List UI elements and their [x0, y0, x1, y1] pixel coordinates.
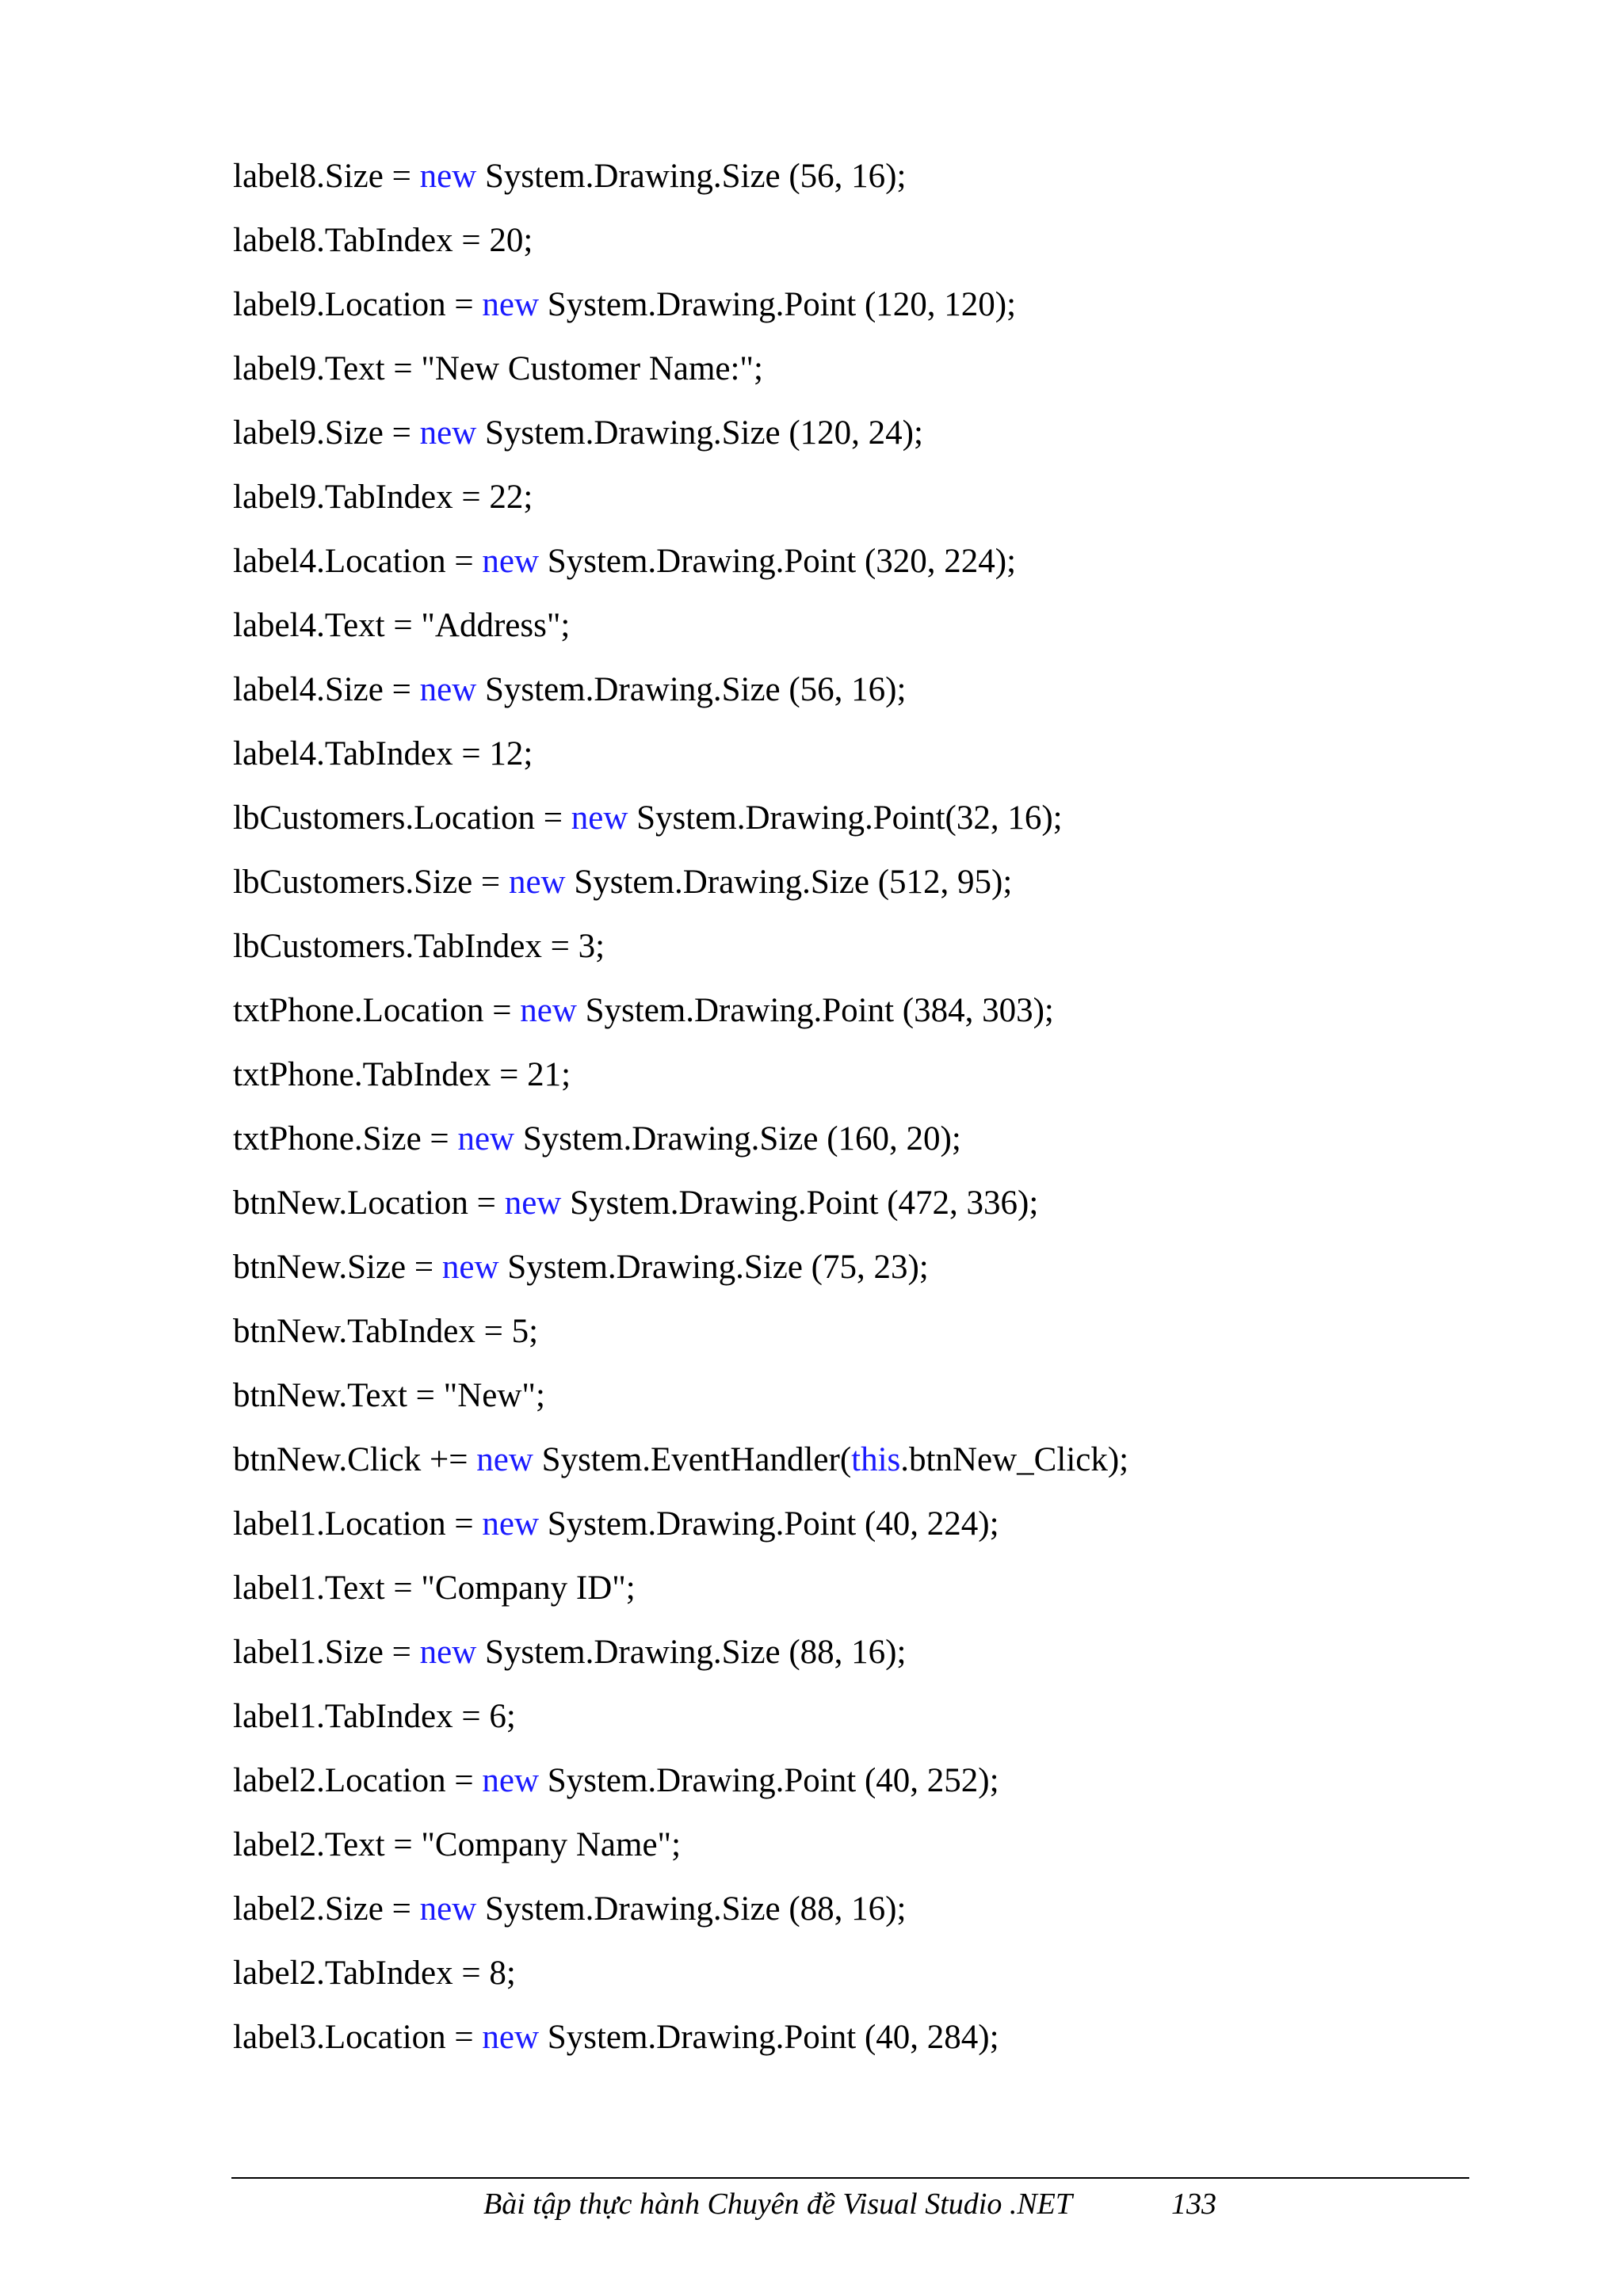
code-text: label2.Size =: [233, 1890, 420, 1928]
code-line: [233, 408, 1580, 472]
code-line: [233, 280, 1580, 344]
page-number: 133: [1171, 2187, 1216, 2221]
code-line: [233, 729, 1580, 793]
code-text: System.Drawing.Size (75, 23);: [498, 1249, 929, 1286]
code-text: System.Drawing.Size (88, 16);: [476, 1890, 907, 1928]
code-text: lbCustomers.TabIndex = 3;: [233, 928, 605, 965]
code-keyword: new: [504, 1184, 562, 1222]
code-text: btnNew.Click +=: [233, 1441, 477, 1478]
code-keyword: new: [441, 1249, 499, 1286]
code-text: System.Drawing.Size (160, 20);: [514, 1120, 961, 1158]
code-line: [233, 151, 1580, 215]
code-text: label9.Text = "New Customer Name:";: [233, 350, 763, 387]
code-text: txtPhone.Location =: [233, 992, 521, 1029]
code-keyword: new: [476, 1441, 533, 1478]
code-listing: [233, 151, 1580, 2077]
code-text: System.Drawing.Point (472, 336);: [561, 1184, 1039, 1222]
code-keyword: new: [482, 1762, 540, 1799]
code-line: [233, 986, 1580, 1050]
code-keyword: new: [482, 286, 540, 323]
code-line: [233, 1050, 1580, 1114]
code-text: lbCustomers.Location =: [233, 799, 571, 837]
code-text: label1.Location =: [233, 1505, 483, 1543]
code-text: txtPhone.Size =: [233, 1120, 458, 1158]
code-line: [233, 2012, 1580, 2077]
code-text: System.Drawing.Size (120, 24);: [476, 414, 923, 452]
code-text: label9.TabIndex = 22;: [233, 479, 533, 516]
code-text: .btnNew_Click);: [900, 1441, 1129, 1478]
code-text: System.Drawing.Size (88, 16);: [476, 1634, 907, 1671]
code-text: btnNew.TabIndex = 5;: [233, 1313, 539, 1350]
code-text: btnNew.Text = "New";: [233, 1377, 545, 1414]
code-line: [233, 472, 1580, 536]
code-line: [233, 1178, 1580, 1242]
code-text: label4.TabIndex = 12;: [233, 735, 533, 772]
code-keyword: new: [457, 1120, 515, 1158]
code-text: label8.TabIndex = 20;: [233, 222, 533, 259]
code-text: System.Drawing.Point (384, 303);: [576, 992, 1054, 1029]
code-text: System.Drawing.Size (56, 16);: [476, 158, 907, 195]
code-line: [233, 215, 1580, 280]
code-keyword: new: [419, 1890, 477, 1928]
code-line: [233, 1627, 1580, 1691]
code-line: [233, 1371, 1580, 1435]
code-keyword: new: [520, 992, 577, 1029]
code-text: System.Drawing.Point (40, 284);: [539, 2019, 999, 2056]
code-text: System.Drawing.Size (512, 95);: [565, 864, 1013, 901]
code-text: System.EventHandler(: [533, 1441, 852, 1478]
code-line: [233, 665, 1580, 729]
code-line: [233, 1242, 1580, 1306]
code-text: btnNew.Location =: [233, 1184, 505, 1222]
code-text: System.Drawing.Point (40, 224);: [539, 1505, 999, 1543]
code-text: btnNew.Size =: [233, 1249, 442, 1286]
code-line: [233, 1948, 1580, 2012]
code-text: label9.Size =: [233, 414, 420, 452]
code-text: System.Drawing.Point (120, 120);: [539, 286, 1017, 323]
code-line: [233, 536, 1580, 601]
code-keyword: new: [482, 543, 540, 580]
code-text: System.Drawing.Point (40, 252);: [539, 1762, 999, 1799]
code-keyword: new: [482, 2019, 540, 2056]
code-text: label2.Location =: [233, 1762, 483, 1799]
footer-title: Bài tập thực hành Chuyên đề Visual Studio .NET: [483, 2187, 1073, 2221]
code-line: [233, 793, 1580, 857]
code-keyword: new: [419, 1634, 477, 1671]
code-keyword: new: [508, 864, 566, 901]
code-text: System.Drawing.Point(32, 16);: [628, 799, 1063, 837]
code-line: [233, 1691, 1580, 1756]
code-keyword: new: [482, 1505, 540, 1543]
code-text: label1.Text = "Company ID";: [233, 1569, 636, 1607]
code-line: [233, 1435, 1580, 1499]
code-text: label2.TabIndex = 8;: [233, 1955, 516, 1992]
code-text: lbCustomers.Size =: [233, 864, 509, 901]
code-line: [233, 1884, 1580, 1948]
code-text: System.Drawing.Point (320, 224);: [539, 543, 1017, 580]
code-text: label2.Text = "Company Name";: [233, 1826, 682, 1863]
code-keyword: new: [571, 799, 628, 837]
code-keyword: this: [851, 1441, 901, 1478]
code-text: label1.TabIndex = 6;: [233, 1698, 516, 1735]
code-line: [233, 921, 1580, 986]
code-text: txtPhone.TabIndex = 21;: [233, 1056, 571, 1093]
code-text: label4.Location =: [233, 543, 483, 580]
code-text: label3.Location =: [233, 2019, 483, 2056]
code-line: [233, 1306, 1580, 1371]
code-keyword: new: [419, 671, 477, 708]
code-line: [233, 601, 1580, 665]
code-line: [233, 1499, 1580, 1563]
code-text: label8.Size =: [233, 158, 420, 195]
footer-divider: [231, 2177, 1469, 2179]
code-line: [233, 344, 1580, 408]
code-keyword: new: [419, 158, 477, 195]
code-line: [233, 1756, 1580, 1820]
code-text: label9.Location =: [233, 286, 483, 323]
code-text: label1.Size =: [233, 1634, 420, 1671]
code-text: System.Drawing.Size (56, 16);: [476, 671, 907, 708]
code-line: [233, 1114, 1580, 1178]
code-text: label4.Size =: [233, 671, 420, 708]
code-text: label4.Text = "Address";: [233, 607, 571, 644]
code-line: [233, 857, 1580, 921]
code-line: [233, 1563, 1580, 1627]
code-line: [233, 1820, 1580, 1884]
code-keyword: new: [419, 414, 477, 452]
